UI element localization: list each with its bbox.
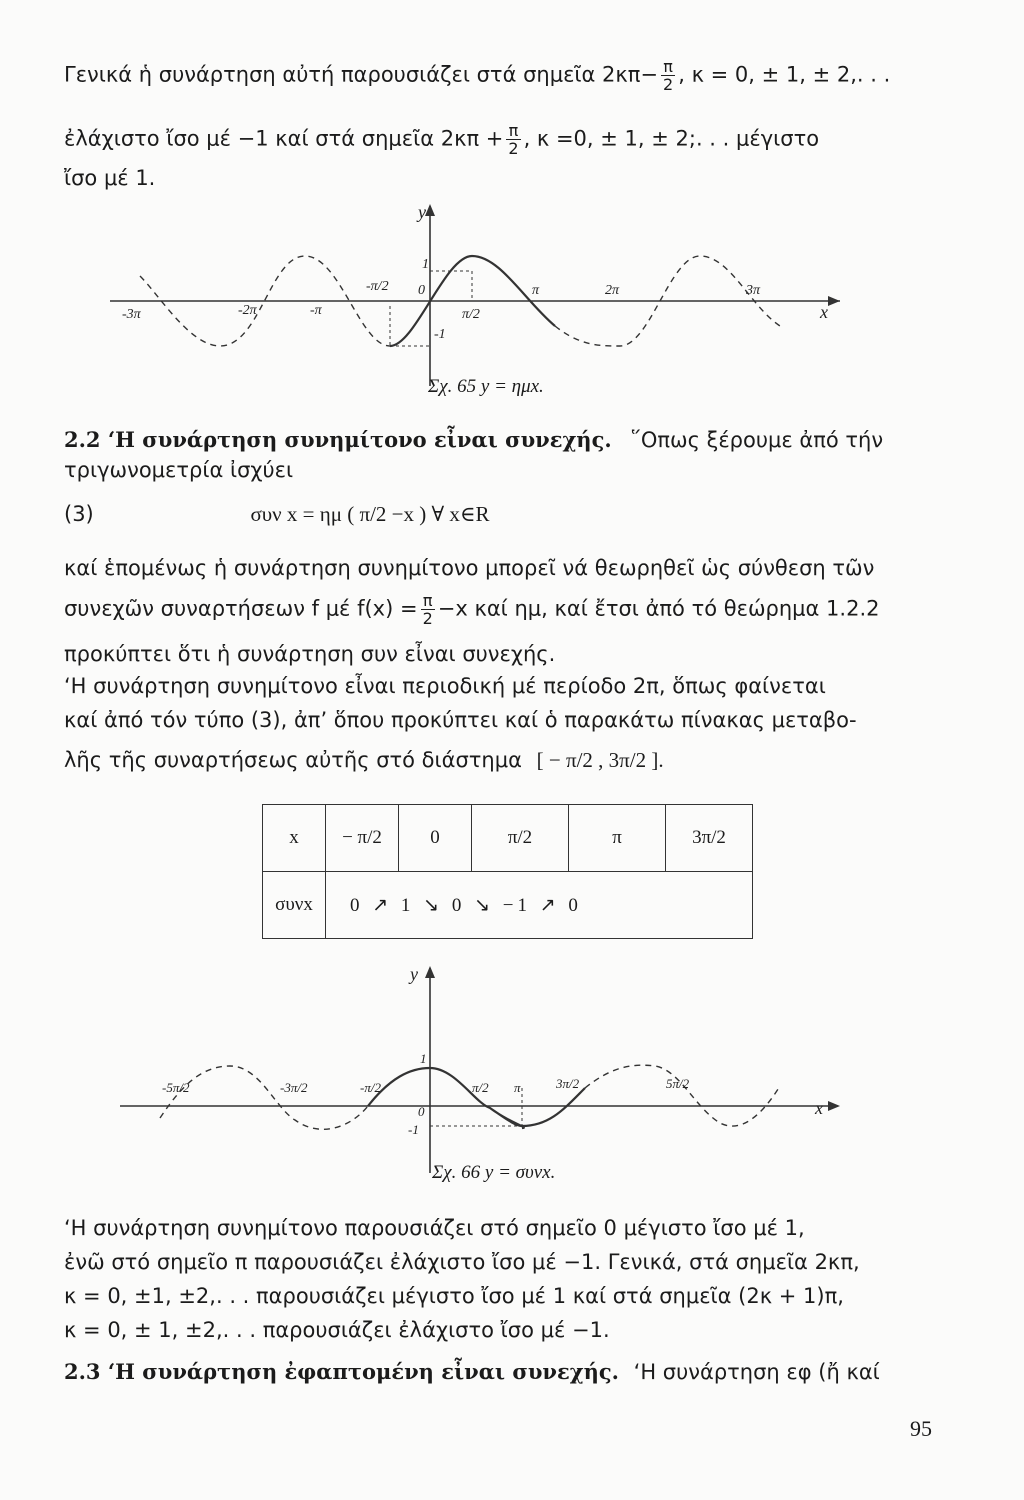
table-cell: π/2 bbox=[472, 805, 569, 872]
table-cell: − π/2 bbox=[326, 805, 399, 872]
x-label: x bbox=[820, 302, 828, 322]
s22-line7: καί ἀπό τόν τύπο (3), ἀπ’ ὅπου προκύπτει καί ὁ παρακάτω πίνακας μεταβο- bbox=[64, 708, 857, 732]
tick-one: 1 bbox=[420, 1051, 427, 1066]
y-label: y bbox=[410, 964, 418, 984]
tick-zero: 0 bbox=[418, 1104, 425, 1119]
cosine-curve-dashed bbox=[160, 1065, 780, 1129]
y-label: y bbox=[418, 202, 426, 222]
pi-over-2-fraction-3: $\frac{\pi}{2}$ bbox=[422, 591, 433, 628]
p2-line2: ἐνῶ στό σημεῖο π παρουσιάζει ἐλάχιστο ἴσο μέ −1. Γενικά, στά σημεῖα 2κπ, bbox=[64, 1250, 860, 1274]
tick-minus-pi-2: -π/2 bbox=[360, 1080, 381, 1095]
p1-line3: ἴσο μέ 1. bbox=[64, 166, 156, 190]
table-cell-variation: 0 ↗ 1 ↘ 0 ↘ −1 ↗ 0 bbox=[326, 872, 753, 939]
row-label-cosx: συνx bbox=[263, 872, 326, 939]
tick-one: 1 bbox=[422, 257, 429, 272]
tick-minus-3pi: -3π bbox=[122, 307, 141, 322]
table-row bbox=[263, 805, 753, 872]
p1-line1 bbox=[64, 58, 924, 93]
figure-65-sine-graph bbox=[100, 196, 860, 396]
variation-table bbox=[262, 804, 753, 939]
figure-66-caption: Σχ. 66 y = συνx. bbox=[432, 1162, 556, 1183]
pi-over-2-fraction-2: $\frac{\pi}{2}$ bbox=[508, 121, 519, 158]
table-cell: π bbox=[569, 805, 666, 872]
page-number: 95 bbox=[910, 1416, 932, 1441]
tick-3pi: 3π bbox=[746, 283, 761, 298]
cosine-curve-solid bbox=[368, 1068, 585, 1128]
s23-line1: 2.3 ‘Η συνάρτηση ἐφαπτομένη εἶναι συνεχής. ‘Η συνάρτηση εφ (ἤ καί bbox=[64, 1359, 880, 1384]
tick-minus-one: -1 bbox=[434, 327, 446, 342]
p2-line3: κ = 0, ±1, ±2,. . . παρουσιάζει μέγιστο ἴσο μέ 1 καί στά σημεῖα (2κ + 1)π, bbox=[64, 1284, 844, 1308]
s22-line4: συνεχῶν συναρτήσεων f μέ f(x) = $\frac{\pi}{2}$ −x καί ημ, καί ἔτσι ἀπό τό θεώρημα 1.2.2 bbox=[64, 591, 880, 628]
p1-text-a: Γενικά ἡ συνάρτηση αὐτή παρουσιάζει στά σημεῖα 2κπ− bbox=[64, 62, 659, 87]
tick-zero: 0 bbox=[418, 283, 425, 298]
tick-minus-pi: -π bbox=[310, 303, 322, 318]
tick-minus-3pi-2: -3π/2 bbox=[280, 1080, 308, 1095]
x-axis-arrow bbox=[828, 1101, 840, 1111]
s22-line2: τριγωνομετρία ἰσχύει bbox=[64, 458, 294, 482]
s22-line8: λῆς τῆς συναρτήσεως αὐτῆς στό διάστημα [ − π/2 , 3π/2 ]. bbox=[64, 748, 664, 772]
table-cell: 0 bbox=[399, 805, 472, 872]
p2-line1: ‘Η συνάρτηση συνημίτονο παρουσιάζει στό σημεῖο 0 μέγιστο ἴσο μέ 1, bbox=[64, 1216, 805, 1240]
figure-66-cosine-graph bbox=[110, 958, 850, 1178]
s22-line1: 2.2 ‘Η συνάρτηση συνημίτονο εἶναι συνεχής. ῞Οπως ξέρουμε ἀπό τήν bbox=[64, 427, 884, 452]
s22-line3: καί ἑπομένως ἡ συνάρτηση συνημίτονο μπορεῖ νά θεωρηθεῖ ὡς σύνθεση τῶν bbox=[64, 556, 875, 580]
pi-over-2-fraction: $\frac{\pi}{2}$ bbox=[663, 57, 674, 94]
tick-minus-2pi: -2π bbox=[238, 303, 257, 318]
tick-minus-one: -1 bbox=[408, 1122, 419, 1137]
section-22-heading: 2.2 ‘Η συνάρτηση συνημίτονο εἶναι συνεχής. bbox=[64, 427, 612, 452]
p1-text-b: , κ = 0, ± 1, ± 2,. . . bbox=[678, 62, 891, 87]
equation-number: (3) bbox=[64, 502, 94, 526]
tick-half-pi: π/2 bbox=[462, 307, 480, 322]
table-cell: 3π/2 bbox=[666, 805, 753, 872]
x-label: x bbox=[815, 1098, 823, 1118]
tick-minus-half-pi: -π/2 bbox=[366, 279, 389, 294]
tick-pi: π bbox=[514, 1080, 521, 1095]
tick-pi-2: π/2 bbox=[472, 1080, 489, 1095]
figure-65-caption: Σχ. 65 y = ημx. bbox=[428, 376, 544, 397]
equation-3: συν x = ημ ( π/2 −x ) ∀ x∈R bbox=[250, 502, 490, 526]
tick-2pi: 2π bbox=[605, 283, 620, 298]
tick-5pi-2: 5π/2 bbox=[666, 1076, 690, 1091]
x-axis-arrow bbox=[828, 296, 840, 306]
p2-line4: κ = 0, ± 1, ±2,. . . παρουσιάζει ἐλάχιστο ἴσο μέ −1. bbox=[64, 1318, 610, 1342]
row-label-x: x bbox=[263, 805, 326, 872]
y-axis-arrow bbox=[425, 966, 435, 978]
tick-3pi-2: 3π/2 bbox=[556, 1076, 580, 1091]
s22-equation bbox=[64, 500, 924, 528]
tick-minus-5pi-2: -5π/2 bbox=[162, 1080, 190, 1095]
y-axis-arrow bbox=[425, 204, 435, 216]
s22-line5: προκύπτει ὅτι ἡ συνάρτηση συν εἶναι συνεχής. bbox=[64, 642, 556, 666]
s22-line6: ‘Η συνάρτηση συνημίτονο εἶναι περιοδική μέ περίοδο 2π, ὅπως φαίνεται bbox=[64, 674, 826, 698]
tick-pi: π bbox=[532, 283, 540, 298]
table-row bbox=[263, 872, 753, 939]
p1-line2: ἐλάχιστο ἴσο μέ −1 καί στά σημεῖα 2κπ + $\frac{\pi}{2}$ , κ =0, ± 1, ± 2;. . . μέγιστο bbox=[64, 121, 820, 158]
section-23-heading: 2.3 ‘Η συνάρτηση ἐφαπτομένη εἶναι συνεχής. bbox=[64, 1359, 619, 1384]
interval: [ − π/2 , 3π/2 ]. bbox=[536, 748, 664, 772]
